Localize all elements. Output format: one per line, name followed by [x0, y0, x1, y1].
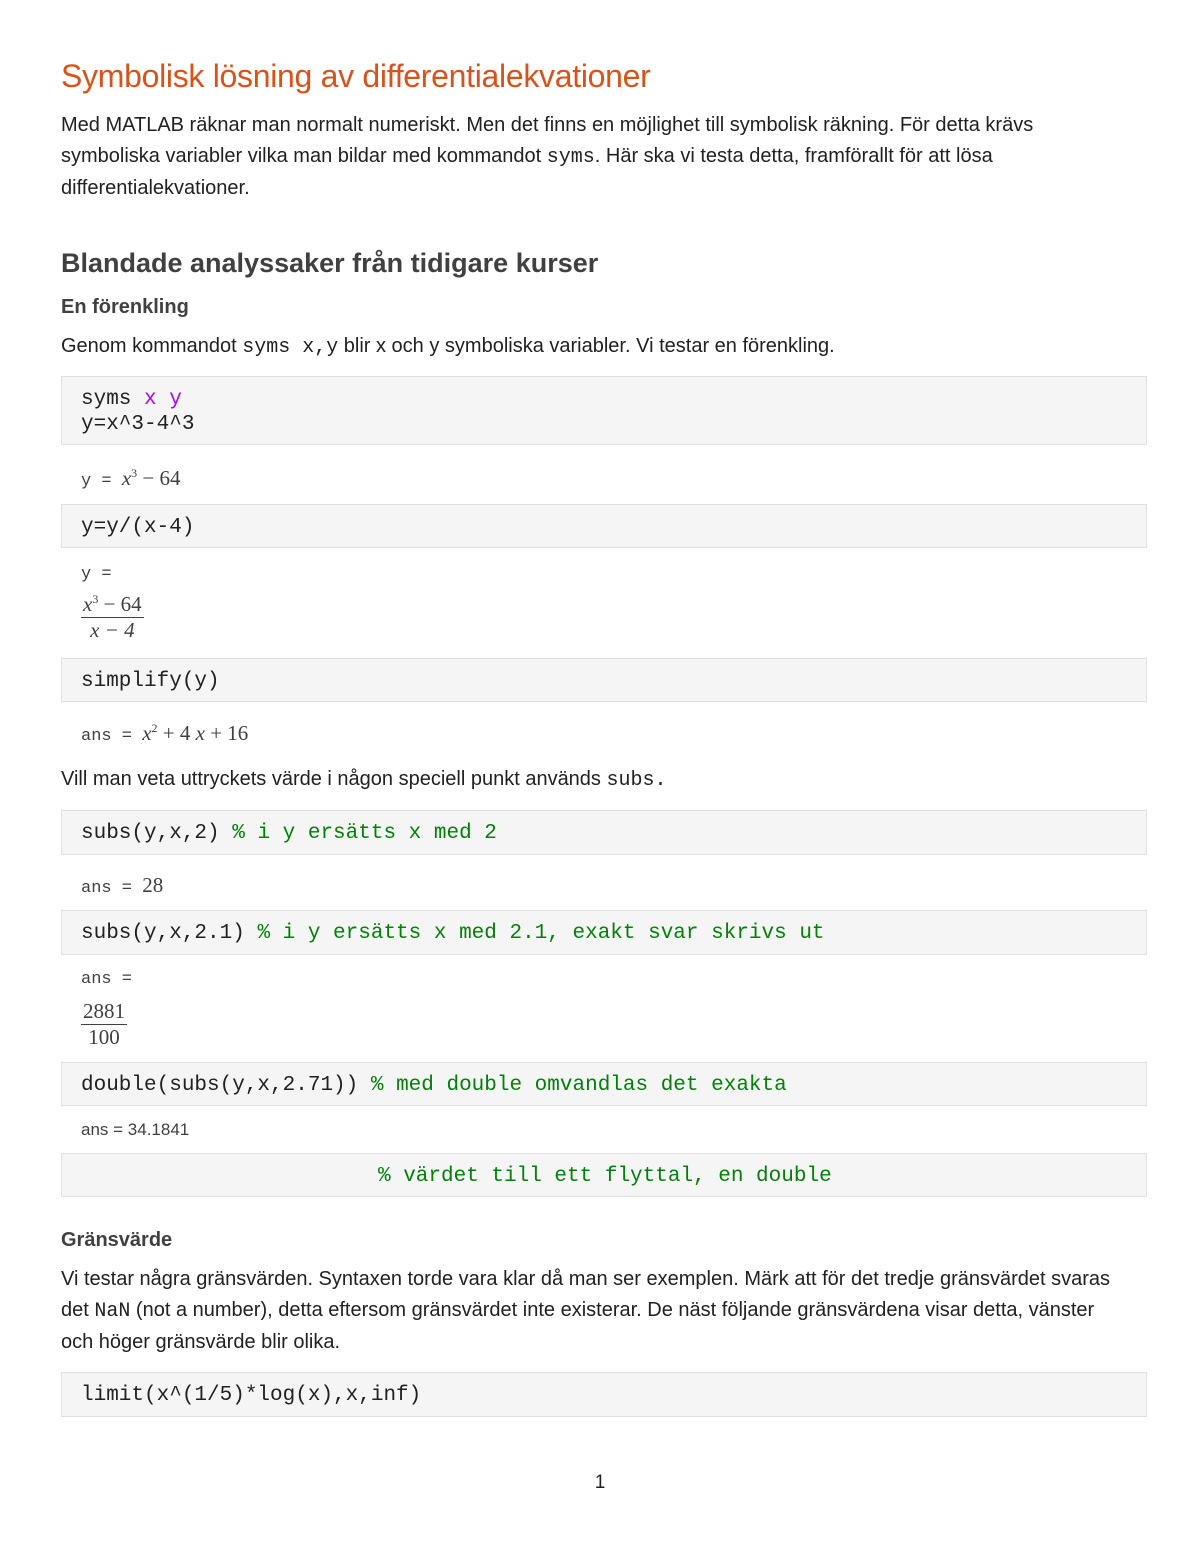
intro-paragraph: Med MATLAB räknar man normalt numeriskt. Men det finns en möjlighet till symbolisk räkning. För detta krävs symboliska variabler vilka man bildar med kommandot syms. Här ska vi testa detta, framförallt för att lösa differentialekvationer. [61, 114, 1034, 199]
subsection-heading-gransvarde: Gränsvärde [61, 1229, 173, 1251]
output-ans-simplify: ans = $x^2 + 4$ x + 16 [81, 721, 249, 746]
page-title: Symbolisk lösning av differentialekvationer [61, 58, 651, 94]
output-ans-28: ans = 28 [81, 873, 164, 898]
code-block-syms[interactable]: syms x y y=x^3-4^3 [61, 376, 1147, 445]
forenkling-paragraph: Genom kommandot syms x,y blir x och y symboliska variabler. Vi testar en förenkling. [61, 335, 835, 359]
subsection-heading-forenkling: En förenkling [61, 296, 189, 318]
subs-paragraph: Vill man veta uttryckets värde i någon speciell punkt används subs. [61, 768, 667, 792]
code-block-simplify[interactable]: simplify(y) [61, 658, 1147, 702]
code-block-double[interactable]: double(subs(y,x,2.71)) % med double omvandlas det exakta [61, 1062, 1147, 1106]
output-y-2-fraction [81, 592, 144, 643]
inline-code-nan: NaN [94, 1300, 131, 1323]
inline-code-syms: syms [546, 146, 595, 169]
inline-code-subs: subs. [606, 769, 667, 792]
code-block-divide[interactable]: y=y/(x-4) [61, 504, 1147, 548]
output-ans-double: ans = 34.1841 [81, 1120, 190, 1139]
output-y-1: $y = x^3 - 64$ [81, 466, 181, 491]
page-number: 1 [594, 1472, 606, 1493]
code-block-comment-cont[interactable]: % värdet till ett flyttal, en double [61, 1153, 1147, 1197]
code-block-limit[interactable]: limit(x^(1/5)*log(x),x,inf) [61, 1372, 1147, 1417]
fraction: $\frac{2881}{100}$ [83, 999, 125, 1049]
inline-code-syms-xy: syms x,y [242, 336, 339, 359]
gransvarde-paragraph: Vi testar några gränsvärden. Syntaxen torde vara klar då man ser exemplen. Märk att för det tredje gränsvärdet svaras det NaN (not a number), detta eftersom gränsvärdet inte existerar. De näst följande gränsvärdena visar detta, vänster och höger gränsvärde blir olika. [61, 1268, 1111, 1353]
section-heading: Blandade analyssaker från tidigare kurser [61, 248, 599, 278]
output-ans-fraction-label: ans = [81, 970, 133, 989]
output-ans-fraction [81, 999, 127, 1050]
fraction: $\frac{x^3 - 64}{x - 4}$ [83, 592, 142, 642]
code-block-subs-2[interactable]: subs(y,x,2) % i y ersätts x med 2 [61, 810, 1147, 855]
output-y-2-label: y = [81, 565, 112, 584]
code-block-subs-2-1[interactable]: subs(y,x,2.1) % i y ersätts x med 2.1, exakt svar skrivs ut [61, 910, 1147, 955]
